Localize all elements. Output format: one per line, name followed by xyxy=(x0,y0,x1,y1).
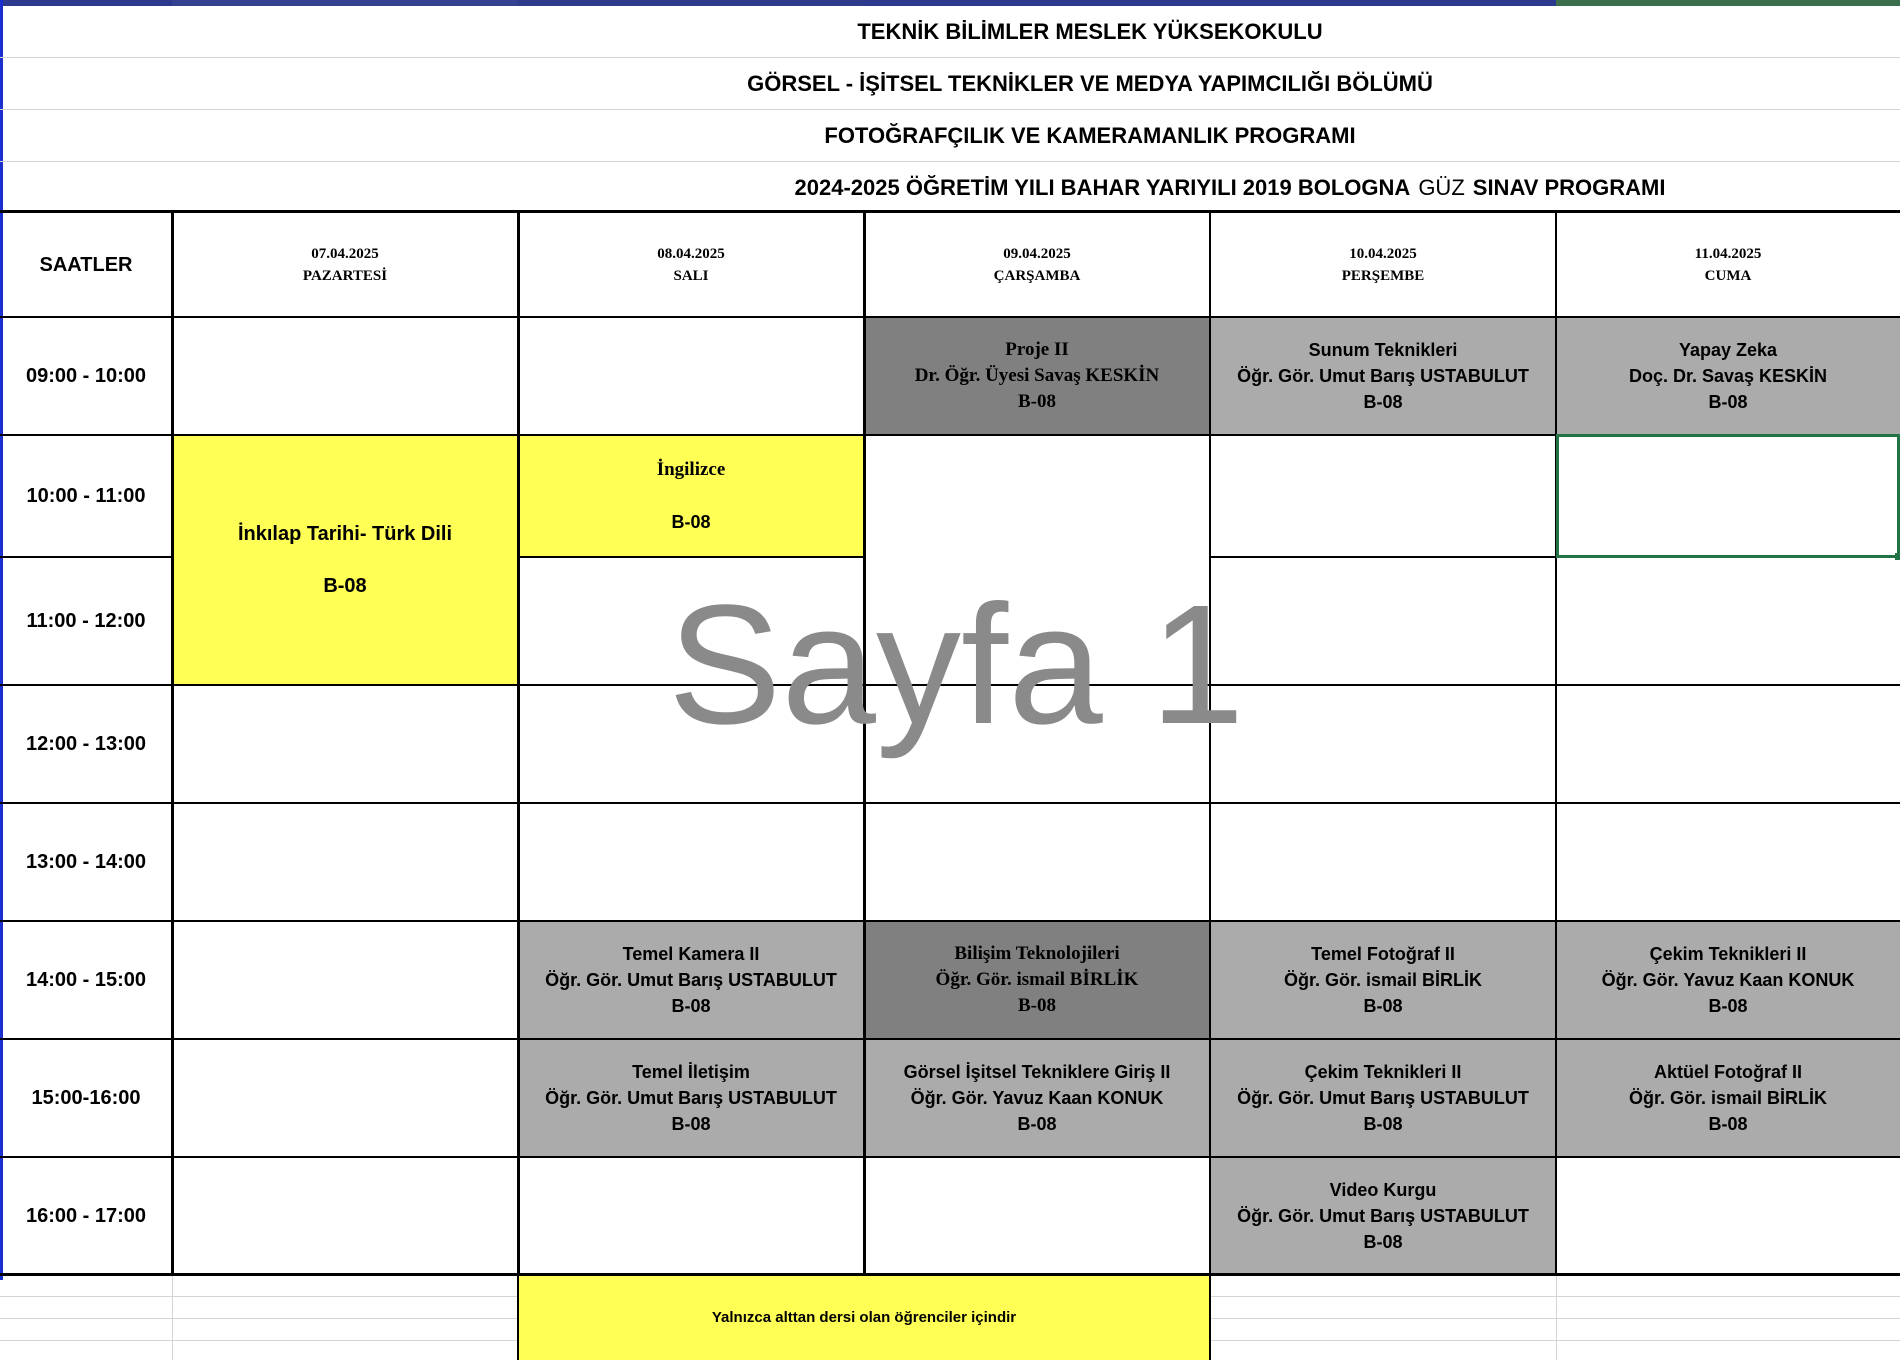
header-day-wednesday: 09.04.2025 ÇARŞAMBA xyxy=(993,245,1081,284)
exam-cell-aktuel-fotograf-2[interactable]: Aktüel Fotoğraf II Öğr. Gör. ismail BİRLİK B-08 xyxy=(1556,1039,1900,1157)
header-day-tuesday: 08.04.2025 SALI xyxy=(657,245,725,284)
time-slot: 09:00 - 10:00 xyxy=(25,365,147,387)
title-department: GÖRSEL - İŞİTSEL TEKNİKLER VE MEDYA YAPIMCILIĞI BÖLÜMÜ xyxy=(0,58,1900,110)
time-slot: 14:00 - 15:00 xyxy=(25,969,147,991)
fill-handle[interactable] xyxy=(1895,553,1900,560)
title-exam-program: 2024-2025 ÖĞRETİM YILI BAHAR YARIYILI 2019 BOLOGNA GÜZ SINAV PROGRAMI xyxy=(794,175,1666,200)
title-school: TEKNİK BİLİMLER MESLEK YÜKSEKOKULU xyxy=(0,6,1900,58)
note-cell[interactable]: Yalnızca alttan dersi olan öğrenciler içindir xyxy=(518,1276,1210,1360)
exam-cell-bilisim-teknolojileri[interactable]: Bilişim Teknolojileri Öğr. Gör. ismail BİRLİK B-08 xyxy=(864,921,1210,1039)
time-slot: 12:00 - 13:00 xyxy=(25,733,147,755)
exam-cell-gorsel-isitsel[interactable]: Görsel İşitsel Tekniklere Giriş II Öğr. Gör. Yavuz Kaan KONUK B-08 xyxy=(864,1039,1210,1157)
exam-cell-temel-iletisim[interactable]: Temel İletişim Öğr. Gör. Umut Barış USTABULUT B-08 xyxy=(518,1039,864,1157)
exam-cell-temel-fotograf-2[interactable]: Temel Fotoğraf II Öğr. Gör. ismail BİRLİK B-08 xyxy=(1210,921,1556,1039)
title-program: FOTOĞRAFÇILIK VE KAMERAMANLIK PROGRAMI xyxy=(0,110,1900,162)
time-slot: 13:00 - 14:00 xyxy=(25,851,147,873)
exam-cell-cekim-teknikleri-2-fri[interactable]: Çekim Teknikleri II Öğr. Gör. Yavuz Kaan KONUK B-08 xyxy=(1556,921,1900,1039)
exam-cell-cekim-teknikleri-2-thu[interactable]: Çekim Teknikleri II Öğr. Gör. Umut Barış USTABULUT B-08 xyxy=(1210,1039,1556,1157)
exam-cell-ingilizce[interactable]: İngilizce B-08 xyxy=(518,435,864,557)
exam-cell-proje-2[interactable]: Proje II Dr. Öğr. Üyesi Savaş KESKİN B-08 xyxy=(864,317,1210,435)
time-slot: 16:00 - 17:00 xyxy=(25,1205,147,1227)
page-watermark: Sayfa 1 xyxy=(668,570,1245,760)
header-day-monday: 07.04.2025 PAZARTESİ xyxy=(302,245,388,284)
exam-cell-yapay-zeka[interactable]: Yapay Zeka Doç. Dr. Savaş KESKİN B-08 xyxy=(1556,317,1900,435)
time-slot: 11:00 - 12:00 xyxy=(26,610,146,632)
exam-cell-temel-kamera-2[interactable]: Temel Kamera II Öğr. Gör. Umut Barış USTABULUT B-08 xyxy=(518,921,864,1039)
header-day-thursday: 10.04.2025 PERŞEMBE xyxy=(1341,245,1425,284)
exam-cell-video-kurgu[interactable]: Video Kurgu Öğr. Gör. Umut Barış USTABULUT B-08 xyxy=(1210,1157,1556,1275)
time-slot: 10:00 - 11:00 xyxy=(26,485,146,507)
time-slot: 15:00-16:00 xyxy=(31,1087,141,1109)
header-saatler: SAATLER xyxy=(39,253,133,276)
selected-cell[interactable] xyxy=(1556,434,1900,558)
exam-cell-sunum-teknikleri[interactable]: Sunum Teknikleri Öğr. Gör. Umut Barış USTABULUT B-08 xyxy=(1210,317,1556,435)
header-day-friday: 11.04.2025 CUMA xyxy=(1694,245,1762,284)
exam-cell-inkilap-tarihi[interactable]: İnkılap Tarihi- Türk Dili B-08 xyxy=(172,435,518,685)
